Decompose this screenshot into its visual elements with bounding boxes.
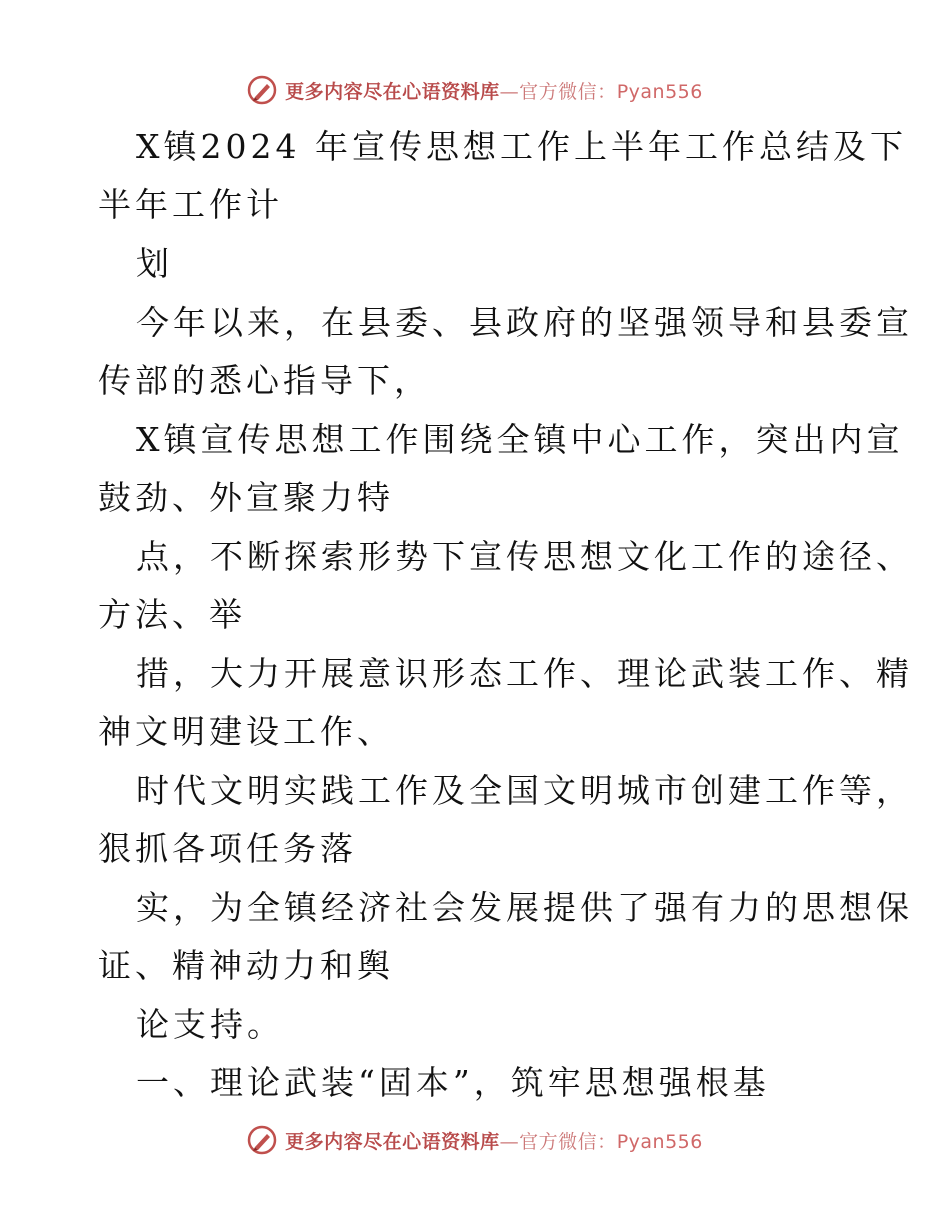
body-line: 点，不断探索形势下宣传思想文化工作的途径、 (136, 537, 913, 576)
body-line: 证、精神动力和舆 (98, 946, 394, 985)
body-line: 鼓劲、外宣聚力特 (98, 478, 394, 517)
pen-logo-icon (247, 1125, 277, 1155)
body-line: 方法、举 (98, 595, 246, 634)
body-line: 时代文明实践工作及全国文明城市创建工作等， (136, 771, 913, 810)
body-line: 措，大力开展意识形态工作、理论武装工作、精 (136, 654, 913, 693)
title-line-1: X镇2024 年宣传思想工作上半年工作总结及下 (136, 127, 907, 166)
footer-watermark (0, 1120, 950, 1160)
pen-logo-icon (247, 75, 277, 105)
watermark-text (285, 1127, 703, 1154)
body-line: 狠抓各项任务落 (98, 829, 357, 868)
title-line-2: 半年工作计 (98, 185, 283, 224)
body-line: X镇宣传思想工作围绕全镇中心工作，突出内宣 (136, 420, 904, 459)
section-heading: 一、理论武装“固本”，筑牢思想强根基 (136, 1063, 770, 1102)
watermark-text (285, 77, 703, 104)
watermark-library-name: 更多内容尽在心语资料库 (285, 1130, 500, 1153)
header-watermark (0, 70, 950, 110)
body-line: 实，为全镇经济社会发展提供了强有力的思想保 (136, 888, 913, 927)
watermark-wechat-id: Pyan556 (616, 80, 703, 103)
title-line-3: 划 (136, 244, 173, 283)
watermark-wechat-id: Pyan556 (616, 1130, 703, 1153)
body-line: 神文明建设工作、 (98, 712, 394, 751)
watermark-wechat-label: —官方微信： (499, 80, 617, 103)
body-line: 传部的悉心指导下， (98, 361, 431, 400)
body-line: 论支持。 (136, 1005, 284, 1044)
watermark-wechat-label: —官方微信： (499, 1130, 617, 1153)
body-line: 今年以来，在县委、县政府的坚强领导和县委宣 (136, 303, 913, 342)
watermark-library-name: 更多内容尽在心语资料库 (285, 80, 500, 103)
